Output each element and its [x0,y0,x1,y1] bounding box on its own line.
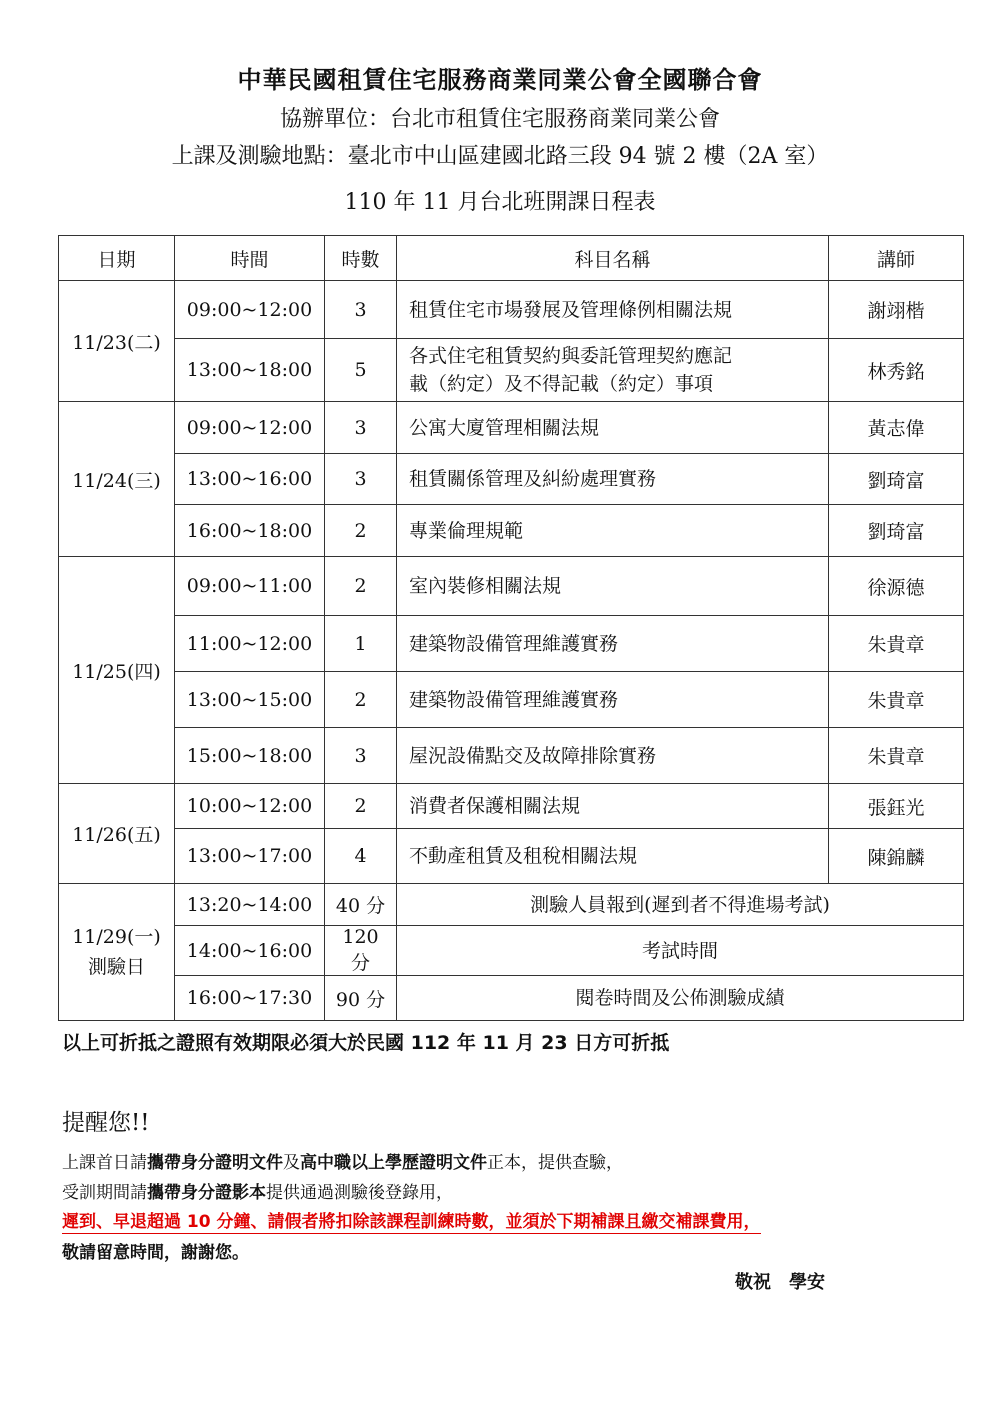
reminder-emphasis: 攜帶身分證明文件 [147,1153,283,1173]
table-row [59,829,964,884]
time-cell: 09:00~11:00 [175,557,325,616]
hours-cell: 2 [325,505,397,557]
lecturer-cell: 劉琦富 [829,454,964,505]
hours-cell: 2 [325,672,397,728]
closing-word: 敬祝 [735,1272,771,1293]
hours-cell: 3 [325,402,397,454]
subject-cell [397,339,829,402]
venue-location: 上課及測驗地點：臺北市中山區建國北路三段 94 號 2 樓（2A 室） [171,144,829,169]
hours-cell: 3 [325,454,397,505]
hours-cell: 3 [325,281,397,339]
time-cell: 13:20~14:00 [175,884,325,926]
subject-cell: 屋況設備點交及故障排除實務 [397,728,829,784]
table-row [59,557,964,616]
time-cell: 10:00~12:00 [175,784,325,829]
reminder-line-id-copy [62,1178,453,1203]
subject-cell: 專業倫理規範 [397,505,829,557]
exam-date-cell [59,884,175,1021]
time-cell: 14:00~16:00 [175,926,325,976]
time-cell: 09:00~12:00 [175,402,325,454]
closing-salutation [735,1268,825,1294]
col-header-time: 時間 [175,236,325,281]
time-cell: 13:00~17:00 [175,829,325,884]
table-row [59,784,964,829]
table-row [59,339,964,402]
date-cell: 11/24(三) [59,402,175,557]
lecturer-cell: 謝翊楷 [829,281,964,339]
col-header-subject: 科目名稱 [397,236,829,281]
hours-cell: 40 分 [325,884,397,926]
reminder-title: 提醒您!! [62,1110,150,1136]
hours-cell: 2 [325,784,397,829]
hours-cell: 3 [325,728,397,784]
date-cell: 11/26(五) [59,784,175,884]
org-title: 中華民國租賃住宅服務商業同業公會全國聯合會 [237,65,763,94]
time-cell: 15:00~18:00 [175,728,325,784]
reminder-line-warning [62,1207,761,1232]
lecturer-cell: 徐源德 [829,557,964,616]
lecturer-cell: 陳錦麟 [829,829,964,884]
lecturer-cell: 劉琦富 [829,505,964,557]
schedule-table [58,235,964,1021]
time-cell: 13:00~18:00 [175,339,325,402]
subject-line: 各式住宅租賃契約與委託管理契約應記 [409,345,733,367]
table-row [59,926,964,976]
table-row [59,976,964,1021]
subject-cell: 不動產租賃及租稅相關法規 [397,829,829,884]
date-cell: 11/23(二) [59,281,175,402]
exam-subject-cell: 考試時間 [397,926,964,976]
reminder-text: 及 [283,1153,300,1173]
lecturer-cell: 朱貴章 [829,672,964,728]
reminder-text: 正本，提供查驗， [487,1153,623,1173]
lecturer-cell: 黃志偉 [829,402,964,454]
reminder-emphasis: 高中職以上學歷證明文件 [300,1153,487,1173]
date-cell: 11/25(四) [59,557,175,784]
schedule-title: 110 年 11 月台北班開課日程表 [344,190,656,215]
subject-cell: 室內裝修相關法規 [397,557,829,616]
lecturer-cell: 朱貴章 [829,728,964,784]
time-cell: 09:00~12:00 [175,281,325,339]
col-header-hours: 時數 [325,236,397,281]
lecturer-cell: 朱貴章 [829,616,964,672]
table-row [59,505,964,557]
subject-cell: 建築物設備管理維護實務 [397,672,829,728]
table-row [59,281,964,339]
table-header-row [59,236,964,281]
subject-cell: 建築物設備管理維護實務 [397,616,829,672]
hours-cell: 90 分 [325,976,397,1021]
reminder-text: 上課首日請 [62,1153,147,1173]
subject-cell: 租賃住宅市場發展及管理條例相關法規 [397,281,829,339]
time-cell: 13:00~16:00 [175,454,325,505]
table-row [59,728,964,784]
exam-date: 11/29(一) [72,926,161,948]
reminder-text: 提供通過測驗後登錄用， [266,1183,453,1203]
subject-cell: 公寓大廈管理相關法規 [397,402,829,454]
subject-cell: 消費者保護相關法規 [397,784,829,829]
table-row [59,454,964,505]
closing-word: 學安 [789,1272,825,1293]
col-header-date: 日期 [59,236,175,281]
validity-note: 以上可折抵之證照有效期限必須大於民國 112 年 11 月 23 日方可折抵 [62,1032,670,1054]
time-cell: 11:00~12:00 [175,616,325,672]
table-row [59,884,964,926]
exam-subject-cell: 測驗人員報到(遲到者不得進場考試) [397,884,964,926]
time-cell: 16:00~18:00 [175,505,325,557]
attendance-warning: 遲到、早退超過 10 分鐘、請假者將扣除該課程訓練時數，並須於下期補課且繳交補課費用， [62,1212,761,1232]
reminder-line-documents [62,1148,623,1173]
hours-cell: 5 [325,339,397,402]
col-header-lecturer: 講師 [829,236,964,281]
reminder-text: 受訓期間請 [62,1183,147,1203]
table-row [59,616,964,672]
reminder-line-closing: 敬請留意時間，謝謝您。 [62,1243,249,1263]
hours-cell: 4 [325,829,397,884]
exam-subject-cell: 閱卷時間及公佈測驗成績 [397,976,964,1021]
time-cell: 13:00~15:00 [175,672,325,728]
hours-cell: 120 分 [325,926,397,976]
exam-day-label: 測驗日 [87,956,145,978]
subject-cell: 租賃關係管理及糾紛處理實務 [397,454,829,505]
lecturer-cell: 林秀銘 [829,339,964,402]
time-cell: 16:00~17:30 [175,976,325,1021]
subject-line: 載（約定）及不得記載（約定）事項 [409,373,714,395]
lecturer-cell: 張鈺光 [829,784,964,829]
hours-cell: 1 [325,616,397,672]
reminder-emphasis: 攜帶身分證影本 [147,1183,266,1203]
table-row [59,402,964,454]
co-organizer: 協辦單位：台北市租賃住宅服務商業同業公會 [279,107,720,132]
table-row [59,672,964,728]
hours-cell: 2 [325,557,397,616]
